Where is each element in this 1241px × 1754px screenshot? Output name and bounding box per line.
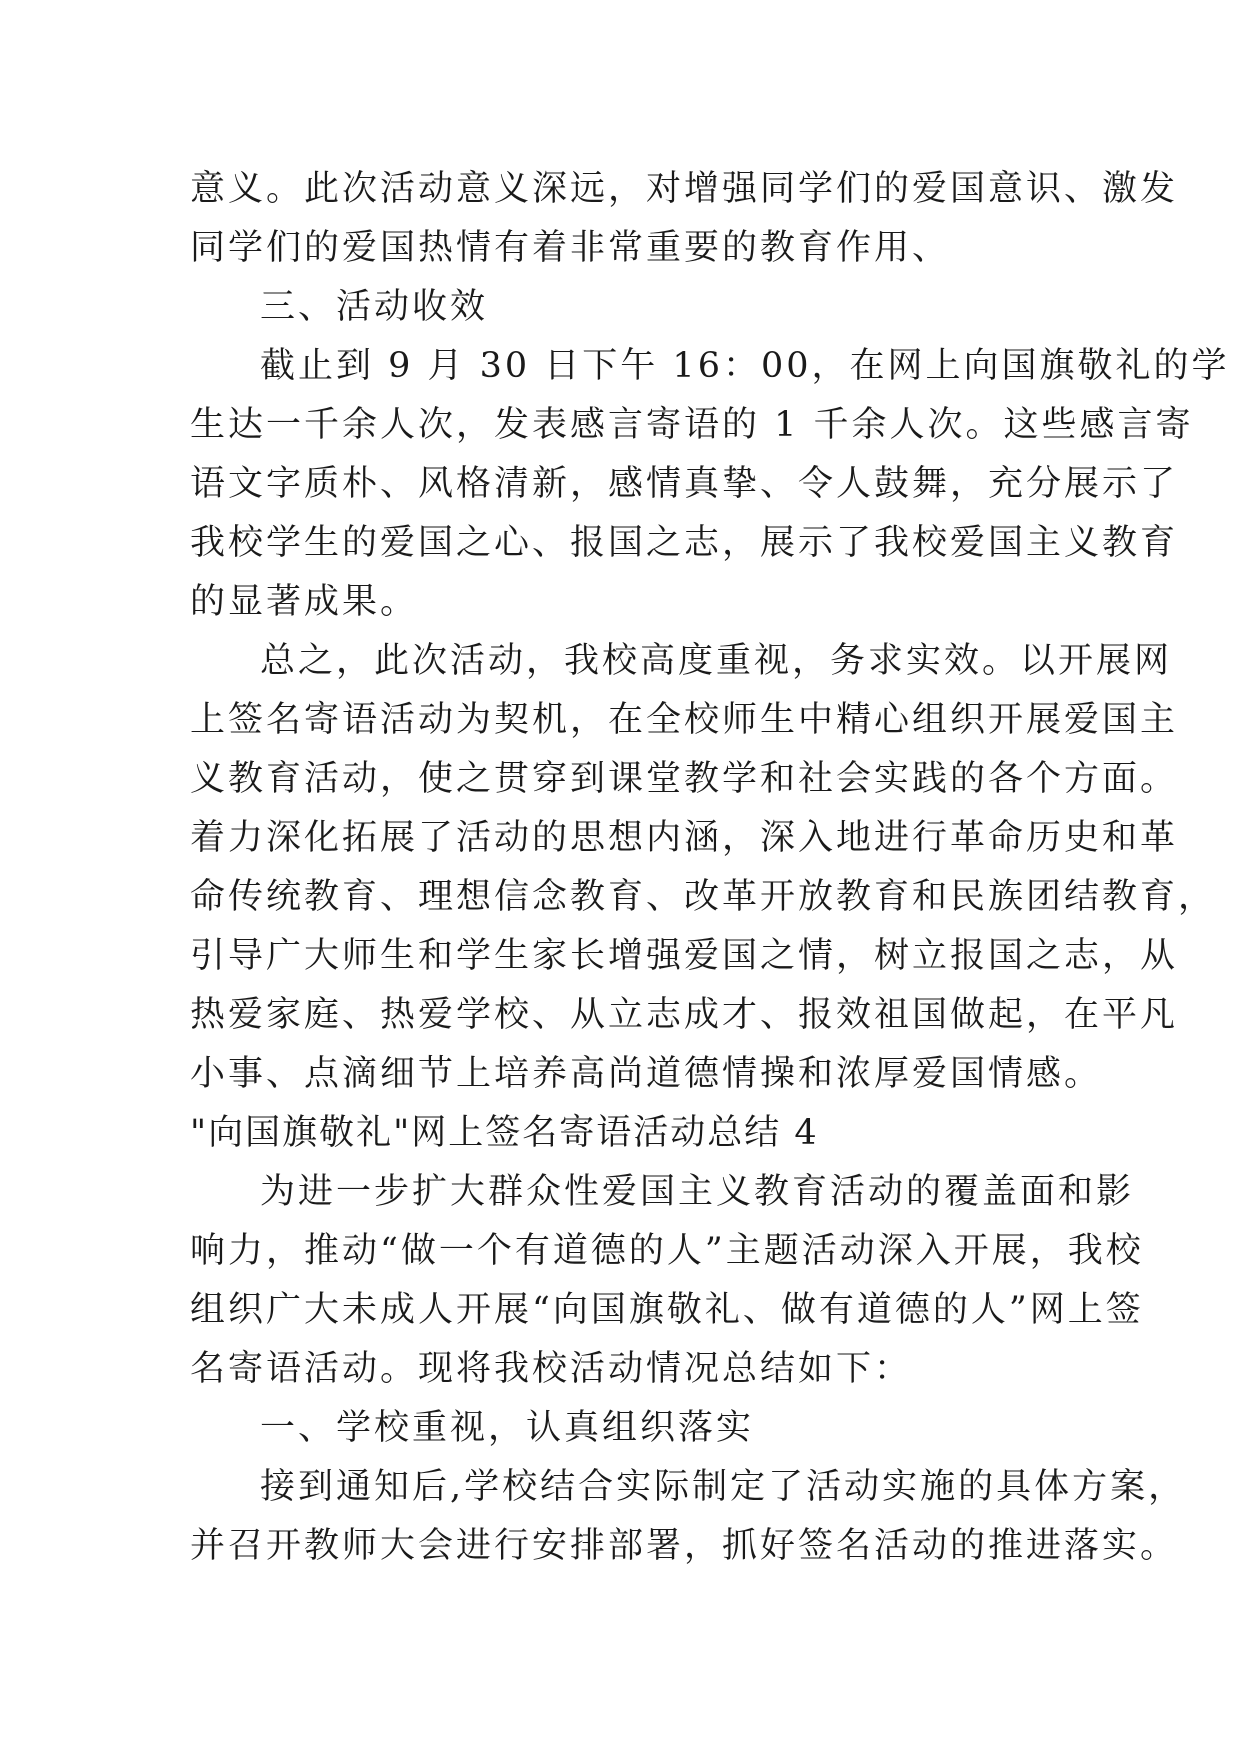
text-line: 命传统教育、理想信念教育、改革开放教育和民族团结教育， bbox=[190, 877, 1217, 917]
text-line: 义教育活动，使之贯穿到课堂教学和社会实践的各个方面。 bbox=[190, 759, 1179, 799]
text-line: 名寄语活动。现将我校活动情况总结如下： bbox=[190, 1349, 913, 1389]
text-line: 接到通知后,学校结合实际制定了活动实施的具体方案， bbox=[260, 1467, 1187, 1507]
text-line: 截止到 9 月 30 日下午 16：00，在网上向国旗敬礼的学 bbox=[260, 346, 1230, 386]
text-line: 着力深化拓展了活动的思想内涵，深入地进行革命历史和革 bbox=[190, 818, 1179, 858]
text-line: 为进一步扩大群众性爱国主义教育活动的覆盖面和影 bbox=[260, 1172, 1135, 1212]
text-line: 我校学生的爱国之心、报国之志，展示了我校爱国主义教育 bbox=[190, 523, 1179, 563]
text-line: 小事、点滴细节上培养高尚道德情操和浓厚爱国情感。 bbox=[190, 1054, 1103, 1094]
text-line: 总之，此次活动，我校高度重视，务求实效。以开展网 bbox=[260, 641, 1173, 681]
text-line: 上签名寄语活动为契机，在全校师生中精心组织开展爱国主 bbox=[190, 700, 1179, 740]
text-line: 语文字质朴、风格清新，感情真挚、令人鼓舞，充分展示了 bbox=[190, 464, 1179, 504]
text-line: 并召开教师大会进行安排部署，抓好签名活动的推进落实。 bbox=[190, 1526, 1179, 1566]
article-title: "向国旗敬礼"网上签名寄语活动总结 4 bbox=[190, 1113, 819, 1153]
text-line: 意义。此次活动意义深远，对增强同学们的爱国意识、激发 bbox=[190, 169, 1179, 209]
text-line: 组织广大未成人开展“向国旗敬礼、做有道德的人”网上签 bbox=[190, 1290, 1144, 1330]
text-line: 生达一千余人次，发表感言寄语的 1 千余人次。这些感言寄 bbox=[190, 405, 1194, 445]
text-line: 热爱家庭、热爱学校、从立志成才、报效祖国做起，在平凡 bbox=[190, 995, 1179, 1035]
text-line: 的显著成果。 bbox=[190, 582, 419, 622]
text-line: 引导广大师生和学生家长增强爱国之情，树立报国之志，从 bbox=[190, 936, 1179, 976]
document-page bbox=[190, 160, 1230, 1576]
text-line: 响力，推动“做一个有道德的人”主题活动深入开展，我校 bbox=[190, 1231, 1144, 1271]
section-heading: 一、学校重视，认真组织落实 bbox=[260, 1408, 755, 1448]
section-heading: 三、活动收效 bbox=[260, 287, 489, 327]
text-line: 同学们的爱国热情有着非常重要的教育作用、 bbox=[190, 228, 951, 268]
